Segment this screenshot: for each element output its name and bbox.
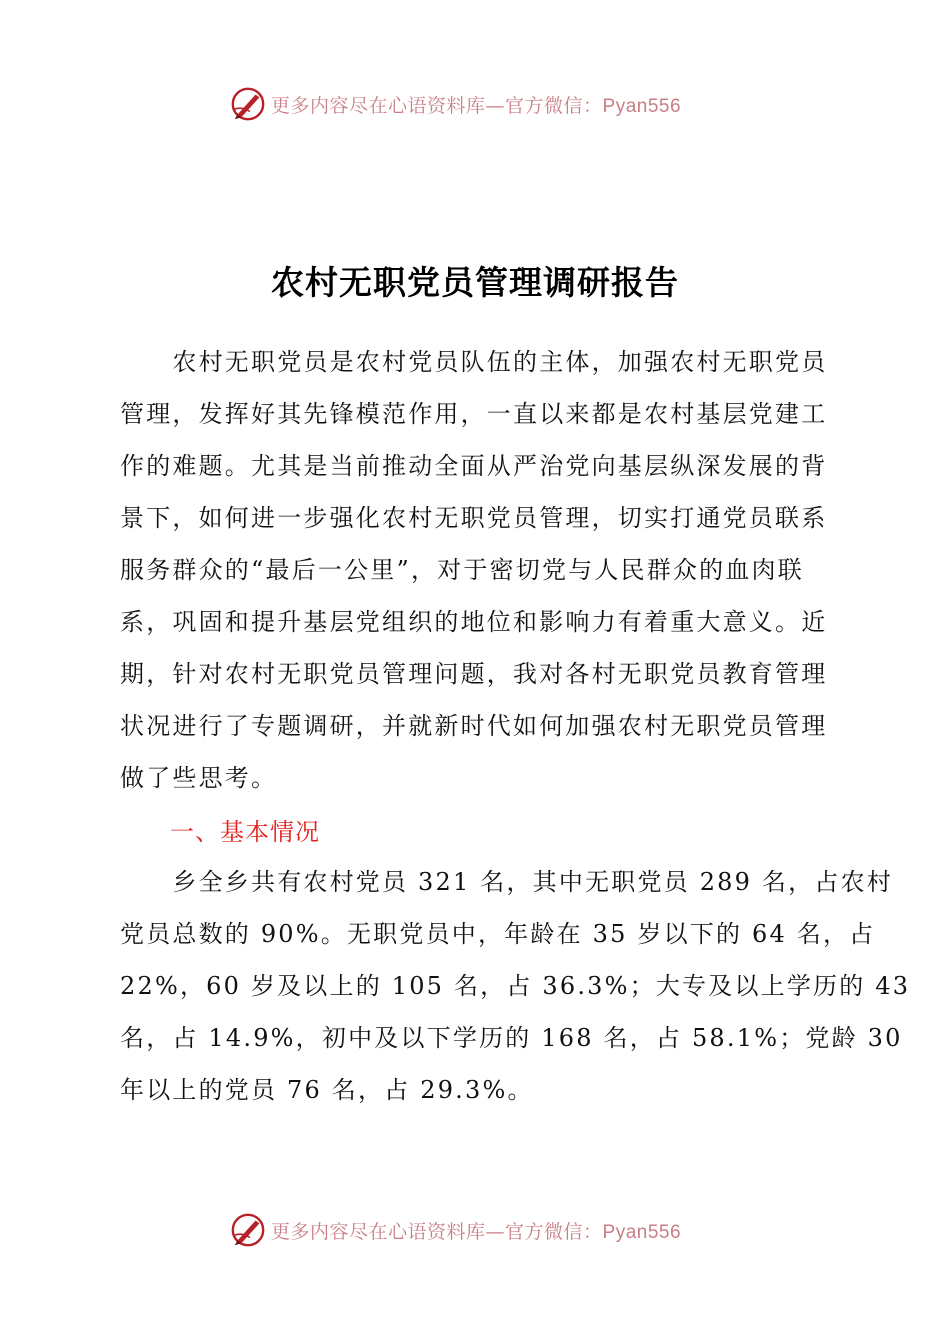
- wechat-id: Pyan556: [602, 95, 682, 117]
- section-heading: 一、基本情况: [170, 818, 320, 846]
- text-line: 作的难题。尤其是当前推动全面从严治党向基层纵深发展的背: [120, 452, 828, 480]
- footer-banner: [0, 1210, 950, 1250]
- intro-paragraph: [120, 336, 832, 804]
- banner-text: 更多内容尽在心语资料库—官方微信：Pyan556: [271, 94, 682, 117]
- text-line: 服务群众的“最后一公里”，对于密切党与人民群众的血肉联: [120, 556, 804, 584]
- text-line: 状况进行了专题调研，并就新时代如何加强农村无职党员管理: [120, 712, 828, 740]
- text-line: 22%，60 岁及以上的 105 名，占 36.3%；大专及以上学历的 43: [120, 972, 911, 1000]
- text-line: 党员总数的 90%。无职党员中，年龄在 35 岁以下的 64 名，占: [120, 920, 876, 948]
- text-line: 年以上的党员 76 名，占 29.3%。: [120, 1076, 534, 1104]
- text-line: 期，针对农村无职党员管理问题，我对各村无职党员教育管理: [120, 660, 828, 688]
- pen-logo-icon: [229, 1211, 267, 1249]
- section-paragraph: [120, 856, 911, 1116]
- text-line: 景下，如何进一步强化农村无职党员管理，切实打通党员联系: [120, 504, 828, 532]
- text-line: 乡全乡共有农村党员 321 名，其中无职党员 289 名，占农村: [120, 868, 893, 896]
- wechat-id: Pyan556: [602, 1221, 682, 1243]
- text-line: 农村无职党员是农村党员队伍的主体，加强农村无职党员: [120, 348, 828, 376]
- text-line: 名，占 14.9%，初中及以下学历的 168 名，占 58.1%；党龄 30: [120, 1024, 903, 1052]
- text-line: 系，巩固和提升基层党组织的地位和影响力有着重大意义。近: [120, 608, 828, 636]
- text-line: 做了些思考。: [120, 764, 278, 792]
- document-title: 农村无职党员管理调研报告: [271, 263, 679, 302]
- header-banner: [0, 84, 950, 124]
- text-line: 管理，发挥好其先锋模范作用，一直以来都是农村基层党建工: [120, 400, 828, 428]
- banner-text: 更多内容尽在心语资料库—官方微信：Pyan556: [271, 1220, 682, 1243]
- pen-logo-icon: [229, 85, 267, 123]
